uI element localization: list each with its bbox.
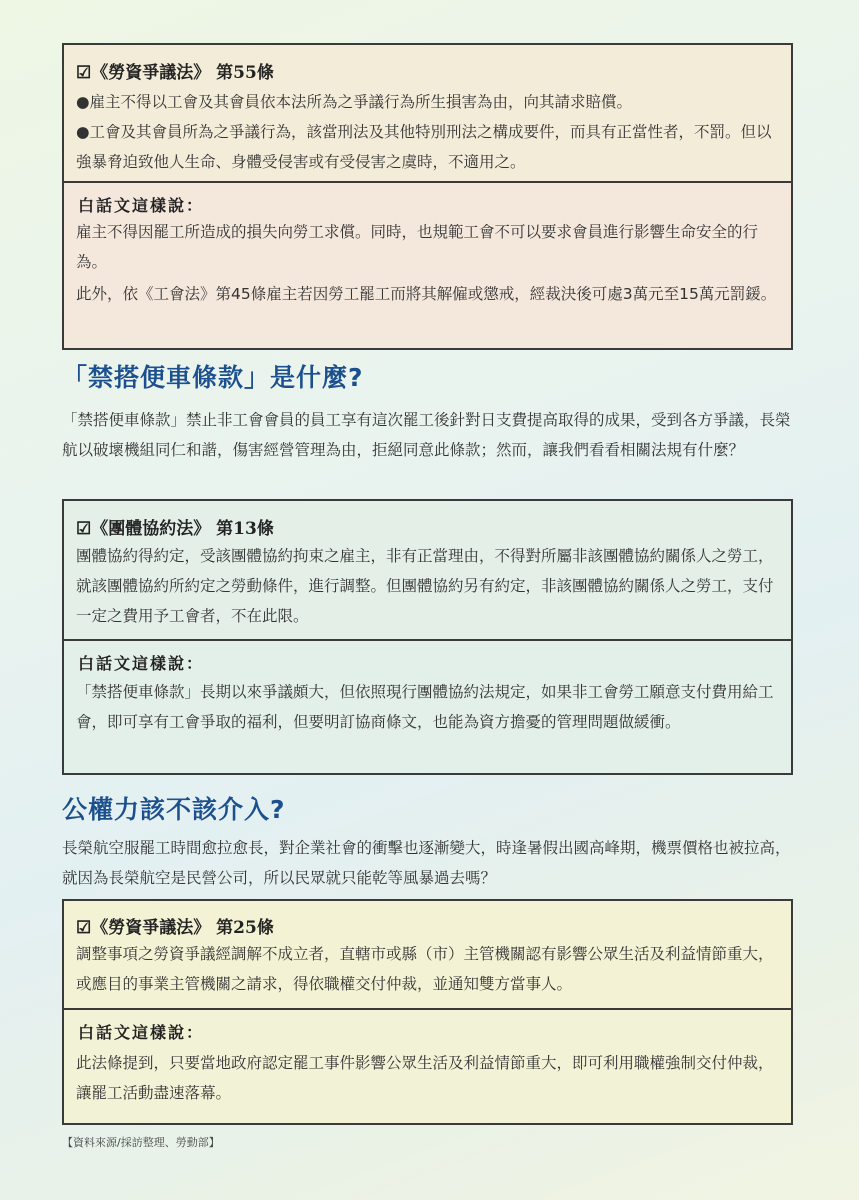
source-note: 【資料來源/採訪整理、勞動部】 [62,1136,220,1149]
plain-text: 此法條提到，只要當地政府認定罷工事件影響公眾生活及利益情節重大，即可利用職權強制交付仲裁，讓罷工活動盡速落幕。 [76,1054,774,1102]
law-article-section [64,501,791,639]
law-text: 調整事項之勞資爭議經調解不成立者，直轄市或縣（市）主管機關認有影響公眾生活及利益情節重大，或應目的事業主管機關之請求，得依職權交付仲裁，並通知雙方當事人。 [76,945,774,993]
law-text: 團體協約得約定，受該團體協約拘束之雇主，非有正當理由，不得對所屬非該團體協約關係人之勞工，就該團體協約所約定之勞動條件，進行調整。但團體協約另有約定，非該團體協約關係人之勞工，支付一定之費用予工會者，不在此限。 [76,547,774,625]
plain-explanation-section [64,181,791,348]
section-paragraph-public-power: 長榮航空服罷工時間愈拉愈長，對企業社會的衝擊也逐漸變大，時逢暑假出國高峰期，機票價格也被拉高，就因為長榮航空是民營公司，所以民眾就只能乾等風暴過去嗎？ [62,839,791,887]
law-box-labor-dispute-25 [62,899,793,1125]
law-article-section [64,901,791,1008]
plain-text-1: 雇主不得因罷工所造成的損失向勞工求償。同時，也規範工會不可以要求會員進行影響生命安全的行為。 [76,223,759,271]
plain-explanation-section [64,1008,791,1123]
plain-heading: 白話文這樣說： [78,196,205,215]
law-title: ☑《勞資爭議法》 第55條 [76,63,274,83]
plain-text-2: 此外，依《工會法》第45條雇主若因勞工罷工而將其解僱或懲戒，經裁決後可處3萬元至15萬元罰鍰。 [76,285,777,303]
law-title: ☑《團體協約法》 第13條 [76,519,274,539]
law-clause-1: ●雇主不得以工會及其會員依本法所為之爭議行為所生損害為由，向其請求賠償。 [76,93,633,111]
law-box-labor-dispute-55 [62,43,793,350]
section-heading-free-rider: 「禁搭便車條款」是什麼? [62,363,364,392]
plain-heading: 白話文這樣說： [78,654,205,673]
section-paragraph-free-rider: 「禁搭便車條款」禁止非工會會員的員工享有這次罷工後針對日支費提高取得的成果，受到各方爭議，長榮航以破壞機組同仁和諧，傷害經營管理為由，拒絕同意此條款；然而，讓我們看看相關法規有什麼？ [62,411,791,459]
section-heading-public-power: 公權力該不該介入? [62,795,286,824]
law-article-section [64,45,791,181]
plain-text: 「禁搭便車條款」長期以來爭議頗大，但依照現行團體協約法規定，如果非工會勞工願意支付費用給工會，即可享有工會爭取的福利，但要明訂協商條文，也能為資方擔憂的管理問題做緩衝。 [76,683,774,731]
law-box-collective-agreement-13 [62,499,793,775]
law-clause-2: ●工會及其會員所為之爭議行為，該當刑法及其他特別刑法之構成要件，而具有正當性者，不罰。但以強暴脅迫致他人生命、身體受侵害或有受侵害之虞時，不適用之。 [76,123,772,171]
plain-explanation-section [64,639,791,773]
law-title: ☑《勞資爭議法》 第25條 [76,918,274,938]
plain-heading: 白話文這樣說： [78,1023,205,1042]
